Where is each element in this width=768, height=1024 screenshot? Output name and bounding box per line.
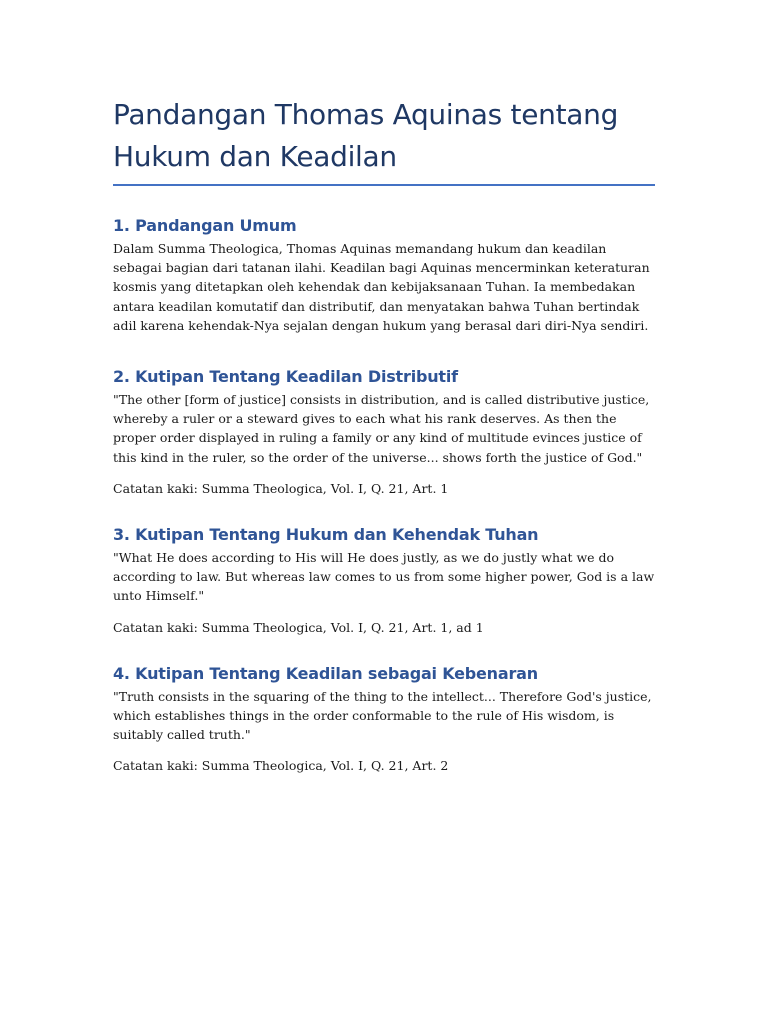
- quote-body: "What He does according to His will He does justly, as we do justly what we do according to law. But whereas law comes to us from some higher power, God is a law unto Himself.": [113, 550, 655, 604]
- section-heading: 2. Kutipan Tentang Keadilan Distributif: [113, 367, 458, 387]
- document-page: [113, 94, 655, 776]
- section-keadilan-kebenaran: [113, 663, 655, 776]
- title-underline-divider: [113, 184, 655, 186]
- footnote: Catatan kaki: Summa Theologica, Vol. I, Q. 21, Art. 1, ad 1: [113, 619, 484, 635]
- section-pandangan-umum: [113, 215, 655, 335]
- section-body: Dalam Summa Theologica, Thomas Aquinas memandang hukum dan keadilan sebagai bagian dari tatanan ilahi. Keadilan bagi Aquinas mencerminkan keteraturan kosmis yang ditetapkan oleh kehendak dan kebijaksanaan Tuhan. Ia membedakan antara keadilan komutatif dan distributif, dan menyatakan bahwa Tuhan bertindak adil karena kehendak-Nya sejalan dengan hukum yang berasal dari diri-Nya sendiri.: [113, 241, 650, 333]
- section-heading: 4. Kutipan Tentang Keadilan sebagai Kebenaran: [113, 663, 538, 683]
- section-heading: 3. Kutipan Tentang Hukum dan Kehendak Tuhan: [113, 525, 539, 545]
- quote-body: "Truth consists in the squaring of the thing to the intellect... Therefore God's justice, which establishes things in the order conformable to the rule of His wisdom, is suitably called truth.": [113, 688, 652, 743]
- section-heading: 1. Pandangan Umum: [113, 216, 297, 235]
- footnote: Catatan kaki: Summa Theologica, Vol. I, Q. 21, Art. 1: [113, 480, 449, 496]
- footnote: Catatan kaki: Summa Theologica, Vol. I, Q. 21, Art. 2: [113, 758, 449, 774]
- document-title: Pandangan Thomas Aquinas tentang Hukum dan Keadilan: [113, 98, 619, 173]
- quote-body: "The other [form of justice] consists in distribution, and is called distributive justice, whereby a ruler or a steward gives to each what his rank deserves. As then the proper order displayed in ruling a family or any kind of multitude evinces justice of this kind in the ruler, so the order of the universe... shows forth the justice of God.": [113, 392, 650, 465]
- section-hukum-kehendak-tuhan: [113, 524, 655, 637]
- section-keadilan-distributif: [113, 366, 655, 498]
